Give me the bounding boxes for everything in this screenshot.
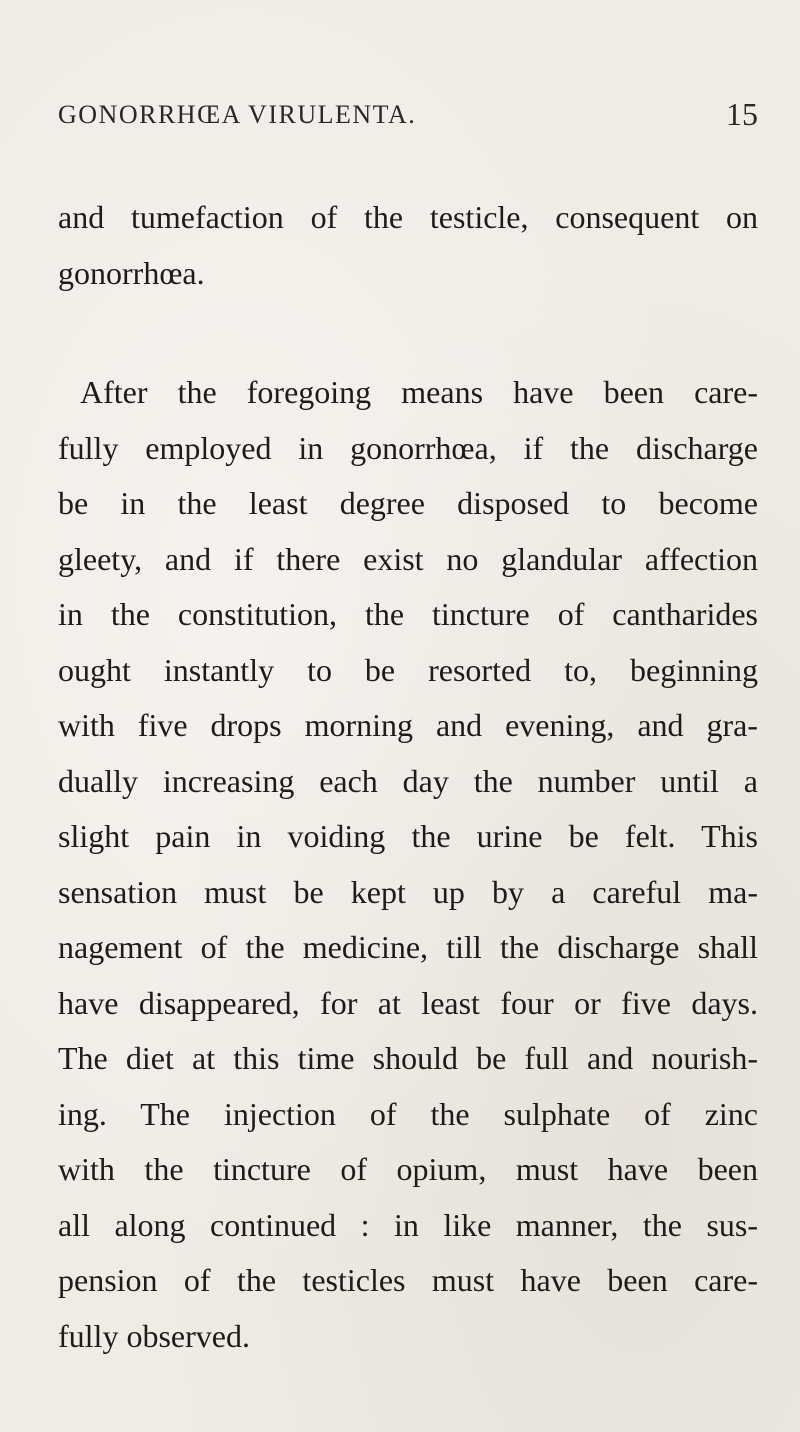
text-line: have disappeared, for at least four or five days.	[58, 984, 758, 1021]
text-line: After the foregoing means have been care-	[80, 374, 758, 410]
text-line: gonorrhœa.	[58, 254, 205, 291]
text-line: dually increasing each day the number until a	[58, 762, 758, 799]
paragraph-gap	[58, 301, 758, 365]
paragraph-1	[58, 190, 758, 301]
text-line: in the constitution, the tincture of cantharides	[58, 596, 758, 632]
page-number: 15	[726, 96, 758, 132]
text-line: The diet at this time should be full and nourish-	[58, 1040, 758, 1076]
running-title: GONORRHŒA VIRULENTA.	[58, 100, 417, 129]
text-line: gleety, and if there exist no glandular affection	[58, 540, 758, 577]
text-line: pension of the testicles must have been care-	[58, 1262, 758, 1298]
body-text	[58, 190, 758, 1364]
paragraph-2	[58, 365, 758, 1364]
text-line: fully observed.	[58, 1317, 250, 1354]
running-head	[58, 96, 758, 136]
text-line: ing. The injection of the sulphate of zinc	[58, 1095, 758, 1132]
text-line: with five drops morning and evening, and gra-	[58, 707, 758, 743]
text-line: ought instantly to be resorted to, beginning	[58, 651, 758, 688]
text-line: and tumefaction of the testicle, consequent on	[58, 199, 758, 235]
text-line: slight pain in voiding the urine be felt. This	[58, 818, 758, 854]
text-line: be in the least degree disposed to become	[58, 485, 758, 521]
text-line: nagement of the medicine, till the discharge shall	[58, 929, 758, 965]
text-line: fully employed in gonorrhœa, if the discharge	[58, 429, 758, 466]
text-line: all along continued : in like manner, the sus-	[58, 1206, 758, 1243]
text-line: with the tincture of opium, must have been	[58, 1151, 758, 1187]
text-line: sensation must be kept up by a careful ma-	[58, 873, 758, 910]
